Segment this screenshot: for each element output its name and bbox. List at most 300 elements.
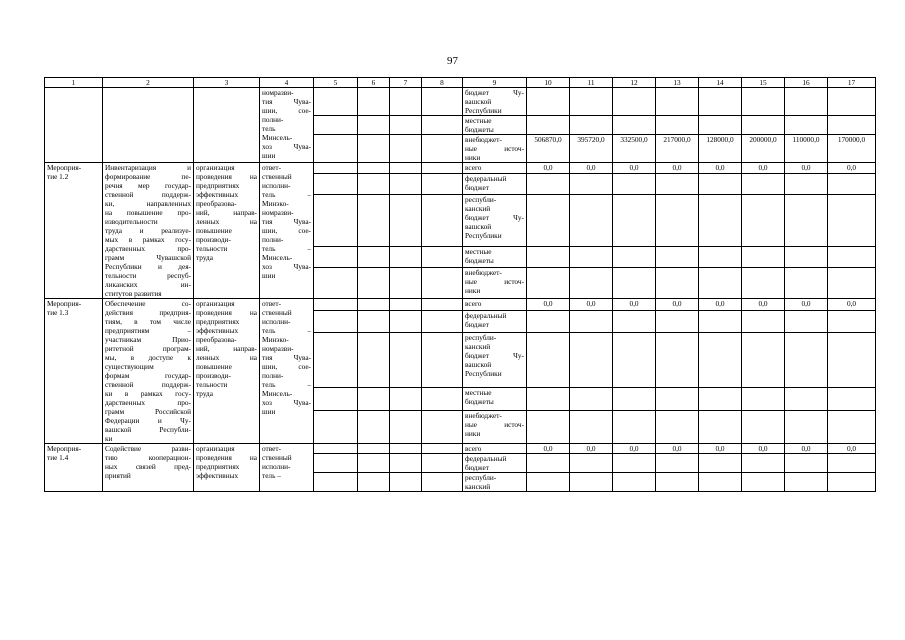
- value-cell: [613, 246, 656, 267]
- value-cell: [656, 473, 699, 492]
- value-cell: [699, 246, 742, 267]
- column-number: 12: [613, 78, 656, 88]
- value-cell: [742, 310, 785, 333]
- value-cell: [785, 195, 828, 246]
- value-cell: [656, 267, 699, 298]
- value-cell: [570, 310, 613, 333]
- column-number: 1: [45, 78, 103, 88]
- text-line: ные источ-: [465, 419, 524, 429]
- measure-executor: [260, 88, 314, 163]
- empty-cell: [358, 473, 390, 492]
- empty-cell: [358, 267, 390, 298]
- text-line: тию кооперацион-: [105, 453, 191, 462]
- text-line: Республики и дея-: [105, 262, 191, 271]
- text-line: федеральный: [465, 174, 507, 184]
- text-line: исполни-: [262, 462, 291, 471]
- value-cell: [656, 310, 699, 333]
- text-line: формирование пе-: [105, 172, 191, 181]
- text-line: приятий: [105, 471, 131, 480]
- value-cell: [613, 195, 656, 246]
- measure-executor: [260, 299, 314, 444]
- value-cell: [656, 410, 699, 443]
- empty-cell: [422, 88, 463, 116]
- value-cell: 506870,0: [527, 135, 570, 163]
- value-cell: [699, 454, 742, 473]
- text-line: полни-: [262, 371, 284, 380]
- value-cell: [570, 174, 613, 195]
- text-line: Федерации и Чу-: [105, 416, 191, 425]
- text-line: федеральный: [465, 310, 507, 320]
- column-number: 9: [463, 78, 527, 88]
- measure-goal: [194, 444, 260, 492]
- text-line: тие 1.2: [47, 172, 69, 181]
- value-cell: [828, 246, 876, 267]
- column-number: 11: [570, 78, 613, 88]
- text-line: Мероприя-: [47, 444, 82, 453]
- empty-cell: [422, 195, 463, 246]
- text-line: труда: [196, 253, 213, 262]
- text-line: повышение: [196, 226, 232, 235]
- value-cell: [656, 195, 699, 246]
- empty-cell: [390, 310, 422, 333]
- text-line: ки в рамках госу-: [105, 389, 191, 398]
- page-number: 97: [447, 55, 458, 67]
- text-line: вашской: [465, 360, 492, 370]
- empty-cell: [358, 135, 390, 163]
- value-cell: [742, 246, 785, 267]
- text-line: ственной поддерж-: [105, 380, 191, 389]
- funding-source: [463, 410, 527, 443]
- measure-title: [45, 88, 103, 163]
- value-cell: [613, 116, 656, 135]
- value-cell: 0,0: [613, 163, 656, 174]
- value-cell: [785, 310, 828, 333]
- value-cell: [828, 410, 876, 443]
- text-line: ственный: [262, 172, 292, 181]
- text-line: бюджеты: [465, 255, 494, 265]
- empty-cell: [422, 116, 463, 135]
- text-line: вашской: [465, 222, 492, 232]
- value-cell: [656, 88, 699, 116]
- measure-goal: [194, 299, 260, 444]
- text-line: местные: [465, 116, 492, 125]
- text-line: республи-: [465, 333, 497, 343]
- value-cell: [613, 88, 656, 116]
- value-cell: [527, 454, 570, 473]
- text-line: вашской Республи-: [105, 425, 191, 434]
- column-number: 8: [422, 78, 463, 88]
- value-cell: [785, 388, 828, 411]
- empty-cell: [314, 116, 358, 135]
- text-line: проведения на: [196, 172, 257, 181]
- text-line: Республики: [465, 106, 502, 115]
- value-cell: [570, 246, 613, 267]
- empty-cell: [314, 473, 358, 492]
- text-line: хоз Чува-: [262, 398, 311, 407]
- empty-cell: [422, 267, 463, 298]
- text-line: бюджет Чу-: [465, 213, 524, 223]
- value-cell: [785, 174, 828, 195]
- empty-cell: [422, 473, 463, 492]
- value-cell: [527, 116, 570, 135]
- column-number: 17: [828, 78, 876, 88]
- value-cell: [570, 88, 613, 116]
- measure-executor: [260, 444, 314, 492]
- empty-cell: [314, 388, 358, 411]
- value-cell: 0,0: [742, 163, 785, 174]
- empty-cell: [422, 299, 463, 311]
- text-line: тия Чува-: [262, 217, 311, 226]
- value-cell: 0,0: [742, 299, 785, 311]
- value-cell: [828, 174, 876, 195]
- measure-title: [45, 444, 103, 492]
- text-line: действия предприя-: [105, 308, 191, 317]
- text-line: ститутов развития: [105, 289, 162, 298]
- text-line: Минэко-: [262, 199, 289, 208]
- text-line: ники: [465, 428, 481, 438]
- column-number: 14: [699, 78, 742, 88]
- text-line: ответ-: [262, 444, 282, 453]
- value-cell: [828, 88, 876, 116]
- value-cell: [699, 473, 742, 492]
- value-cell: 0,0: [613, 444, 656, 454]
- value-cell: [656, 174, 699, 195]
- empty-cell: [358, 310, 390, 333]
- text-line: тель –: [262, 326, 311, 335]
- funding-source: [463, 246, 527, 267]
- value-cell: [570, 267, 613, 298]
- value-cell: [656, 116, 699, 135]
- text-line: тиям, в том числе: [105, 317, 191, 326]
- value-cell: [527, 310, 570, 333]
- value-cell: [613, 473, 656, 492]
- text-line: грамм Чувашской: [105, 253, 191, 262]
- text-line: предприятиях: [196, 317, 240, 326]
- text-line: Республики: [465, 231, 502, 241]
- empty-cell: [314, 410, 358, 443]
- text-line: Инвентаризация и: [105, 163, 191, 172]
- text-line: тие 1.3: [47, 308, 69, 317]
- funding-source: [463, 473, 527, 492]
- text-line: грамм Российской: [105, 407, 191, 416]
- text-line: шии: [262, 271, 276, 280]
- empty-cell: [358, 299, 390, 311]
- empty-cell: [390, 473, 422, 492]
- value-cell: 170000,0: [828, 135, 876, 163]
- text-line: ки, направленных: [105, 199, 191, 208]
- empty-cell: [314, 444, 358, 454]
- text-line: Мероприя-: [47, 163, 82, 172]
- empty-cell: [422, 310, 463, 333]
- value-cell: [828, 454, 876, 473]
- value-cell: 0,0: [785, 444, 828, 454]
- text-line: шии, сое-: [262, 106, 311, 115]
- text-line: всего: [465, 163, 482, 172]
- empty-cell: [314, 333, 358, 388]
- value-cell: 0,0: [828, 299, 876, 311]
- value-cell: [570, 388, 613, 411]
- value-cell: [656, 333, 699, 388]
- funding-source: [463, 163, 527, 174]
- text-line: бюджет: [465, 319, 489, 329]
- text-line: ки: [105, 434, 113, 443]
- text-line: номразви-: [262, 88, 294, 97]
- empty-cell: [422, 444, 463, 454]
- value-cell: [699, 410, 742, 443]
- value-cell: [699, 267, 742, 298]
- text-line: шии, сое-: [262, 362, 311, 371]
- empty-cell: [358, 88, 390, 116]
- empty-cell: [422, 174, 463, 195]
- value-cell: 217000,0: [656, 135, 699, 163]
- empty-cell: [390, 333, 422, 388]
- text-line: ответ-: [262, 299, 282, 308]
- text-line: бюджет: [465, 183, 489, 193]
- value-cell: [527, 246, 570, 267]
- column-number: 4: [260, 78, 314, 88]
- measure-title: [45, 299, 103, 444]
- text-line: ники: [465, 153, 481, 162]
- empty-cell: [314, 135, 358, 163]
- value-cell: [527, 473, 570, 492]
- empty-cell: [422, 454, 463, 473]
- column-number: 15: [742, 78, 785, 88]
- empty-cell: [390, 163, 422, 174]
- funding-source: [463, 195, 527, 246]
- text-line: тель: [262, 124, 276, 133]
- value-cell: 0,0: [699, 444, 742, 454]
- value-cell: [613, 310, 656, 333]
- text-line: тель –: [262, 380, 311, 389]
- text-line: канский: [465, 482, 491, 491]
- empty-cell: [358, 333, 390, 388]
- funding-source: [463, 267, 527, 298]
- text-line: шии: [262, 407, 276, 416]
- value-cell: [742, 116, 785, 135]
- value-cell: [613, 454, 656, 473]
- text-line: республи-: [465, 195, 497, 205]
- value-cell: [742, 454, 785, 473]
- funding-row: [45, 163, 876, 174]
- text-line: формам государ-: [105, 371, 191, 380]
- value-cell: 0,0: [527, 163, 570, 174]
- value-cell: 0,0: [785, 163, 828, 174]
- value-cell: [699, 88, 742, 116]
- text-line: тия Чува-: [262, 97, 311, 106]
- text-line: на повышение про-: [105, 208, 191, 217]
- column-number: 7: [390, 78, 422, 88]
- empty-cell: [358, 246, 390, 267]
- text-line: преобразова-: [196, 199, 237, 208]
- value-cell: [570, 116, 613, 135]
- text-line: тельности респуб-: [105, 271, 191, 280]
- value-cell: 110000,0: [785, 135, 828, 163]
- text-line: тие 1.4: [47, 453, 69, 462]
- value-cell: 200000,0: [742, 135, 785, 163]
- column-number-row: [45, 78, 876, 88]
- text-line: тель –: [262, 190, 311, 199]
- empty-cell: [422, 410, 463, 443]
- funding-row: [45, 299, 876, 311]
- empty-cell: [358, 195, 390, 246]
- empty-cell: [390, 454, 422, 473]
- empty-cell: [422, 163, 463, 174]
- text-line: полни-: [262, 235, 284, 244]
- column-number: 13: [656, 78, 699, 88]
- text-line: дарственных про-: [105, 244, 191, 253]
- value-cell: [742, 473, 785, 492]
- value-cell: 0,0: [699, 163, 742, 174]
- text-line: местные: [465, 246, 492, 256]
- empty-cell: [358, 454, 390, 473]
- value-cell: [785, 410, 828, 443]
- text-line: Минсель-: [262, 133, 293, 142]
- value-cell: [527, 410, 570, 443]
- text-line: ответ-: [262, 163, 282, 172]
- text-line: ний, направ-: [196, 344, 257, 353]
- column-number: 10: [527, 78, 570, 88]
- measure-goal: [194, 88, 260, 163]
- value-cell: [785, 88, 828, 116]
- measure-name: [103, 163, 194, 299]
- empty-cell: [358, 163, 390, 174]
- value-cell: [527, 195, 570, 246]
- value-cell: [613, 267, 656, 298]
- value-cell: [785, 333, 828, 388]
- value-cell: [742, 88, 785, 116]
- value-cell: 0,0: [570, 163, 613, 174]
- value-cell: [699, 388, 742, 411]
- empty-cell: [358, 116, 390, 135]
- text-line: организация: [196, 444, 235, 453]
- empty-cell: [390, 267, 422, 298]
- funding-source: [463, 135, 527, 163]
- text-line: речня мер государ-: [105, 181, 191, 190]
- text-line: существующим: [105, 362, 154, 371]
- empty-cell: [390, 88, 422, 116]
- empty-cell: [390, 116, 422, 135]
- value-cell: [785, 454, 828, 473]
- value-cell: 128000,0: [699, 135, 742, 163]
- value-cell: 0,0: [527, 444, 570, 454]
- value-cell: 0,0: [527, 299, 570, 311]
- value-cell: [828, 195, 876, 246]
- funding-source: [463, 444, 527, 454]
- funding-source: [463, 454, 527, 473]
- text-line: канский: [465, 204, 491, 214]
- value-cell: [699, 333, 742, 388]
- text-line: ритетной програм-: [105, 344, 191, 353]
- text-line: предприятиям –: [105, 326, 191, 335]
- value-cell: [570, 473, 613, 492]
- text-line: ственный: [262, 453, 292, 462]
- text-line: производи-: [196, 235, 231, 244]
- text-line: Минсель-: [262, 389, 293, 398]
- empty-cell: [358, 444, 390, 454]
- value-cell: [699, 116, 742, 135]
- text-line: исполни-: [262, 181, 291, 190]
- text-line: участникам Прио-: [105, 335, 191, 344]
- text-line: эффективных: [196, 326, 239, 335]
- text-line: вашской: [465, 97, 492, 106]
- text-line: номразви-: [262, 344, 294, 353]
- text-line: труда: [196, 389, 213, 398]
- value-cell: [527, 267, 570, 298]
- text-line: эффективных: [196, 190, 239, 199]
- text-line: бюджеты: [465, 125, 494, 134]
- text-line: Содействие разви-: [105, 444, 191, 453]
- empty-cell: [422, 333, 463, 388]
- text-line: бюджет: [465, 463, 489, 472]
- value-cell: 0,0: [828, 163, 876, 174]
- text-line: мых в рамках госу-: [105, 235, 191, 244]
- empty-cell: [358, 410, 390, 443]
- text-line: Республики: [465, 369, 502, 379]
- text-line: эффективных: [196, 471, 239, 480]
- value-cell: [785, 116, 828, 135]
- text-line: всего: [465, 444, 482, 453]
- text-line: Обеспечение со-: [105, 299, 191, 308]
- empty-cell: [314, 267, 358, 298]
- value-cell: [828, 388, 876, 411]
- text-line: производи-: [196, 371, 231, 380]
- empty-cell: [358, 388, 390, 411]
- value-cell: 0,0: [570, 444, 613, 454]
- text-line: местные: [465, 388, 492, 398]
- empty-cell: [358, 174, 390, 195]
- text-line: тельности: [196, 244, 228, 253]
- empty-cell: [390, 174, 422, 195]
- text-line: внебюджет-: [465, 267, 502, 277]
- text-line: ственный: [262, 308, 292, 317]
- empty-cell: [390, 135, 422, 163]
- text-line: шии: [262, 151, 276, 160]
- value-cell: 0,0: [570, 299, 613, 311]
- text-line: исполни-: [262, 317, 291, 326]
- empty-cell: [314, 299, 358, 311]
- empty-cell: [422, 246, 463, 267]
- value-cell: [699, 195, 742, 246]
- text-line: организация: [196, 163, 235, 172]
- text-line: ники: [465, 285, 481, 295]
- empty-cell: [390, 246, 422, 267]
- column-number: 2: [103, 78, 194, 88]
- column-number: 6: [358, 78, 390, 88]
- text-line: шии, сое-: [262, 226, 311, 235]
- text-line: организация: [196, 299, 235, 308]
- value-cell: [742, 388, 785, 411]
- empty-cell: [390, 299, 422, 311]
- text-line: ных связей пред-: [105, 462, 191, 471]
- text-line: Мероприя-: [47, 299, 82, 308]
- value-cell: [570, 333, 613, 388]
- text-line: мы, в доступе к: [105, 353, 191, 362]
- funding-source: [463, 88, 527, 116]
- text-line: Минэко-: [262, 335, 289, 344]
- text-line: тия Чува-: [262, 353, 311, 362]
- funding-source: [463, 174, 527, 195]
- value-cell: [785, 473, 828, 492]
- value-cell: 0,0: [785, 299, 828, 311]
- funding-row: [45, 444, 876, 454]
- value-cell: [570, 454, 613, 473]
- value-cell: [742, 174, 785, 195]
- text-line: изводительности: [105, 217, 158, 226]
- program-funding-table: [44, 77, 876, 492]
- text-line: дарственных про-: [105, 398, 191, 407]
- value-cell: [527, 388, 570, 411]
- value-cell: [742, 410, 785, 443]
